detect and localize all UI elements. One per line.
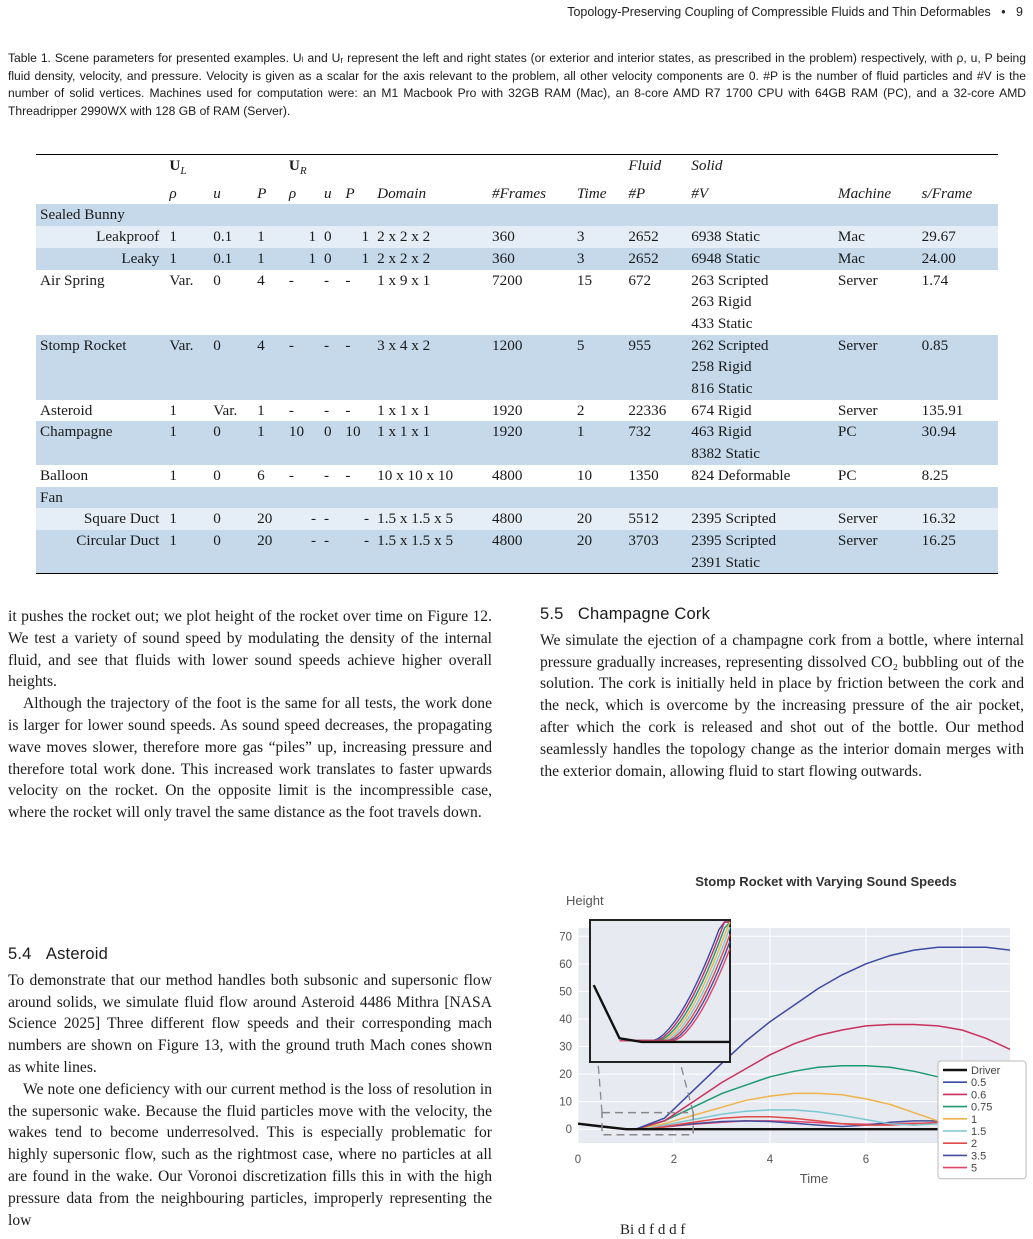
x-tick-label: 4: [766, 1154, 774, 1166]
section-heading-champagne: 5.5 Champagne Cork: [540, 605, 711, 623]
y-axis-label: Height: [566, 893, 604, 908]
table-cell: [573, 487, 624, 509]
x-axis-label: Time: [799, 1171, 829, 1186]
table-cell: [624, 487, 687, 509]
table-cell: 1: [341, 248, 373, 270]
table-cell: 3: [573, 226, 624, 248]
column-header: Time: [576, 184, 607, 202]
table-cell: -: [324, 466, 330, 484]
table-cell: [285, 204, 320, 226]
y-tick-label: 40: [559, 1013, 572, 1026]
table-cell: 22336: [628, 401, 667, 419]
x-tick-label: 6: [862, 1154, 870, 1166]
solid-vertices-cell: 262 Scripted 258 Rigid 816 Static: [687, 335, 834, 400]
asteroid-paragraph-1: To demonstrate that our method handles both subsonic and supersonic flow around solids, we simulate fluid flow around Asteroid 4486 Mithra [NASA Science 2025] Three different flow speeds and their corresponding mach numbers are shown on Figure 13, with the ground truth Mach cones shown as white lines.: [8, 971, 492, 1076]
table-cell: 20: [573, 530, 624, 574]
table-cell: -: [285, 508, 320, 530]
column-header: ρ: [169, 184, 177, 202]
row-label: Leaky: [36, 248, 165, 270]
column-header: s/Frame: [921, 184, 973, 202]
column-header: #P: [628, 184, 646, 202]
table-cell: 0: [209, 335, 253, 400]
table-cell: 10: [576, 466, 593, 484]
table-cell: [834, 204, 918, 226]
column-header: Domain: [377, 184, 427, 202]
solid-vertices-cell: 463 Rigid 8382 Static: [687, 421, 834, 464]
row-label: Champagne: [36, 421, 165, 464]
y-tick-label: 20: [559, 1069, 572, 1082]
header-blank: [36, 155, 165, 183]
table-cell: 955: [624, 335, 687, 400]
seconds-per-frame-cell: 16.32: [918, 508, 998, 530]
table-cell: 1: [257, 401, 265, 419]
table-row: [36, 226, 998, 248]
champagne-paragraph: We simulate the ejection of a champagne cork from a bottle, where internal pressure gradually increases, representing dissolved CO₂ bubbling out of the solution. The cork is initially held in place by friction between the cork and the neck, which is overcome by the increasing pressure of the air pocket, after which the cork is released and shot out of the bottle. Our method seamlessly handles the topology change as the interior domain merges with the exterior domain, allowing fluid to start flowing outwards.: [540, 631, 1024, 780]
legend-entry: 0.5: [971, 1077, 987, 1090]
table-cell: 1.5 x 1.5 x 5: [373, 508, 488, 530]
header-blank: [341, 155, 373, 183]
table-cell: 1: [253, 226, 285, 248]
column-header: #V: [691, 184, 709, 202]
table-column-header-row: [36, 183, 998, 205]
table-cell: 1: [285, 248, 320, 270]
y-tick-label: 10: [559, 1096, 572, 1109]
table-cell: 0: [320, 421, 341, 464]
table-cell: 0: [209, 530, 253, 574]
table-cell: -: [345, 466, 351, 484]
table-cell: [918, 204, 998, 226]
left-paragraph-2: Although the trajectory of the foot is the same for all tests, the work done is larger for lower sound speeds. As sound speed decreases, the propagating wave moves slower, therefore more gas “piles” up, increasing pressure and therefore total work done. This increased work translates to faster upwards velocity on the rocket. On the opposite limit is the incompressible case, where the rocket will only travel the same distance as the foot travels down.: [8, 695, 492, 822]
table-cell: [253, 204, 285, 226]
machine-cell: Server: [834, 530, 918, 574]
table-row: [36, 335, 998, 400]
table-cell: 0: [213, 271, 221, 289]
table-cell: 10 x 10 x 10: [377, 466, 454, 484]
table-cell: -: [345, 401, 351, 419]
legend-entry: 5: [971, 1162, 978, 1175]
table-cell: 1920: [492, 401, 523, 419]
row-label: Leakproof: [36, 226, 165, 248]
seconds-per-frame-cell: 8.25: [921, 466, 949, 484]
table-cell: 20: [573, 508, 624, 530]
table-cell: 3: [573, 248, 624, 270]
table-cell: 1920: [488, 421, 573, 464]
table-cell: 4: [257, 271, 265, 289]
solid-vertices-cell: 2395 Scripted: [687, 508, 834, 530]
table-cell: -: [341, 508, 373, 530]
table-row: [36, 248, 998, 270]
table-cell: 1: [169, 466, 177, 484]
table-cell: 6: [257, 466, 265, 484]
y-tick-label: 0: [565, 1124, 572, 1137]
running-header: Topology-Preserving Coupling of Compressible Fluids and Thin Deformables • 9: [567, 5, 1023, 19]
table-cell: 20: [253, 530, 285, 574]
y-tick-label: 60: [559, 958, 572, 971]
table-cell: 1: [165, 248, 209, 270]
row-label: Air Spring: [40, 271, 105, 289]
table-cell: 15: [576, 271, 593, 289]
table-cell: 2: [576, 401, 585, 419]
table-cell: 1200: [488, 335, 573, 400]
table-cell: 1: [169, 401, 177, 419]
x-tick-label: 0: [574, 1154, 582, 1166]
table-cell: [834, 487, 918, 509]
table-cell: 360: [488, 248, 573, 270]
table-cell: 2 x 2 x 2: [373, 226, 488, 248]
table-cell: 4800: [492, 466, 523, 484]
table-cell: [209, 204, 253, 226]
table-cell: 2652: [624, 248, 687, 270]
table-cell: 0: [213, 466, 221, 484]
table-cell: -: [320, 508, 341, 530]
table-cell: 1 x 1 x 1: [377, 401, 431, 419]
seconds-per-frame-cell: 24.00: [918, 248, 998, 270]
column-header: Machine: [837, 184, 892, 202]
table-cell: [320, 204, 341, 226]
chart-svg: [540, 868, 1030, 1208]
table-cell: 0.1: [209, 226, 253, 248]
table-caption: Table 1. Scene parameters for presented examples. Uₗ and Uᵣ represent the left and right states (or exterior and interior states, as prescribed in the problem) respectively, with ρ, u, P being fluid density, velocity, and pressure. Velocity is given as a scalar for the axis relevant to the problem, all other velocity components are 0. #P is the number of fluid particles and #V is the number of solid vertices. Machines used for computation were: an M1 Macbook Pro with 32GB RAM (Mac), an 8-core AMD R7 1700 CPU with 64GB RAM (PC), and a 32-core AMD Threadripper 2990WX with 128 GB of RAM (Server).: [8, 51, 1026, 118]
table-cell: -: [324, 271, 330, 289]
table-cell: 5: [573, 335, 624, 400]
table-cell: [687, 487, 834, 509]
table-cell: 4800: [488, 530, 573, 574]
header-title: Topology-Preserving Coupling of Compressible Fluids and Thin Deformables: [567, 5, 991, 19]
table-cell: -: [341, 335, 373, 400]
row-label: Balloon: [40, 466, 89, 484]
table-cell: 1: [253, 421, 285, 464]
legend-entry: 2: [971, 1138, 978, 1151]
table-cell: 4: [253, 335, 285, 400]
table-cell: 1: [285, 226, 320, 248]
row-label: Square Duct: [36, 508, 165, 530]
table-row: [36, 530, 998, 574]
row-label: Asteroid: [40, 401, 93, 419]
table-cell: [341, 204, 373, 226]
table-cell: 1: [253, 248, 285, 270]
seconds-per-frame-cell: 30.94: [918, 421, 998, 464]
table-cell: 10: [341, 421, 373, 464]
seconds-per-frame-cell: 0.85: [918, 335, 998, 400]
header-right-state: $U_R$: [288, 157, 307, 178]
legend-entry: 3.5: [971, 1150, 987, 1163]
table-cell: 1: [165, 508, 209, 530]
table-cell: 10: [285, 421, 320, 464]
header-blank: [488, 155, 573, 183]
table-cell: 0: [209, 421, 253, 464]
table-cell: 732: [624, 421, 687, 464]
table-cell: [488, 204, 573, 226]
column-header: u: [324, 184, 332, 202]
table-cell: [573, 204, 624, 226]
machine-cell: Server: [834, 335, 918, 400]
table-cell: 1 x 9 x 1: [377, 271, 431, 289]
header-blank: [36, 183, 165, 205]
seconds-per-frame-cell: 135.91: [921, 401, 964, 419]
section-heading-asteroid: 5.4 Asteroid: [8, 945, 109, 963]
machine-cell: PC: [837, 466, 857, 484]
table-cell: 20: [253, 508, 285, 530]
table-cell: 1: [165, 226, 209, 248]
solid-vertices-cell: 6938 Static: [687, 226, 834, 248]
y-tick-label: 50: [559, 986, 572, 999]
table-cell: -: [285, 335, 320, 400]
seconds-per-frame-cell: 1.74: [921, 271, 949, 289]
table-cell: [165, 487, 209, 509]
table-cell: -: [320, 530, 341, 574]
table-cell: 360: [488, 226, 573, 248]
table-cell: [341, 487, 373, 509]
table-cell: 0: [320, 248, 341, 270]
table-cell: -: [288, 466, 294, 484]
table-cell: 1: [165, 421, 209, 464]
solid-vertices-cell: 6948 Static: [687, 248, 834, 270]
table-cell: [320, 487, 341, 509]
header-blank: [209, 155, 253, 183]
page-number: 9: [1016, 5, 1023, 19]
column-header: #Frames: [492, 184, 547, 202]
machine-cell: Mac: [834, 248, 918, 270]
row-label: Circular Duct: [36, 530, 165, 574]
machine-cell: Server: [837, 271, 878, 289]
row-label: Sealed Bunny: [36, 204, 165, 226]
chart-title: Stomp Rocket with Varying Sound Speeds: [695, 874, 957, 889]
table-cell: -: [320, 335, 341, 400]
header-blank: [320, 155, 341, 183]
legend-entry: 0.75: [971, 1101, 993, 1114]
solid-vertices-cell: 2395 Scripted 2391 Static: [687, 530, 834, 574]
header-solid: Solid: [691, 157, 723, 174]
legend-entry: 1: [971, 1113, 978, 1126]
table-cell: 0.1: [209, 248, 253, 270]
left-column: [8, 606, 492, 824]
stomp-rocket-chart: [540, 868, 1030, 1208]
table-cell: 0: [320, 226, 341, 248]
scene-parameters-table: [36, 154, 998, 574]
table-cell: -: [324, 401, 330, 419]
table-cell: [687, 204, 834, 226]
table-cell: 1: [341, 226, 373, 248]
y-tick-label: 70: [559, 931, 572, 944]
table-cell: 1.5 x 1.5 x 5: [373, 530, 488, 574]
table-row: [36, 508, 998, 530]
table-cell: 4800: [488, 508, 573, 530]
table-cell: [373, 204, 488, 226]
column-header: P: [345, 184, 355, 202]
header-blank: [834, 155, 918, 183]
table-cell: 0: [209, 508, 253, 530]
table-cell: -: [341, 530, 373, 574]
section-5-4: [8, 944, 492, 1231]
row-label: Fan: [36, 487, 165, 509]
legend-entry: Driver: [971, 1065, 1001, 1077]
header-blank: [573, 155, 624, 183]
asteroid-paragraph-2: We note one deficiency with our current method is the loss of resolution in the supersonic wake. Because the fluid particles move with the velocity, the wakes tend to become underresolved. This is especially problematic for highly supersonic flow, such as the rightmost case, where no particles at all are found in the wake. Our Voronoi discretization fills this in with the high pressure data from the neighbouring particles, improperly representing the low: [8, 1080, 492, 1229]
table-cell: [624, 204, 687, 226]
table-cell: 5512: [624, 508, 687, 530]
table-cell: [253, 487, 285, 509]
table-row: [36, 204, 998, 226]
legend-entry: 1.5: [971, 1126, 987, 1138]
table-cell: [285, 487, 320, 509]
table-cell: 1: [573, 421, 624, 464]
header-blank: [918, 155, 998, 183]
table-group-header-row: [36, 155, 998, 183]
table-row: [36, 487, 998, 509]
table-cell: 2 x 2 x 2: [373, 248, 488, 270]
table-row: [36, 421, 998, 464]
table-cell: -: [288, 401, 294, 419]
legend-entry: 0.6: [971, 1089, 987, 1102]
table-cell: -: [345, 271, 351, 289]
table-cell: 1: [165, 530, 209, 574]
table-cell: 672: [628, 271, 652, 289]
y-tick-label: 30: [559, 1041, 572, 1054]
table-cell: 7200: [492, 271, 523, 289]
machine-cell: Server: [834, 508, 918, 530]
table-cell: [918, 487, 998, 509]
left-paragraph-1: it pushes the rocket out; we plot height of the rocket over time on Figure 12. We test a variety of sound speed by modulating the density of the internal fluid, and see that fluids with lower sound speeds achieve higher overall heights.: [8, 608, 492, 691]
table-cell: [165, 204, 209, 226]
machine-cell: PC: [834, 421, 918, 464]
section-5-5: [540, 604, 1024, 782]
header-blank: [253, 155, 285, 183]
solid-vertices-cell: 674 Rigid: [691, 401, 752, 419]
header-fluid: Fluid: [628, 157, 662, 174]
table-row: [36, 400, 998, 422]
x-tick-label: 2: [670, 1154, 678, 1166]
header-left-state: $U_L$: [169, 157, 187, 178]
seconds-per-frame-cell: 29.67: [918, 226, 998, 248]
table-cell: Var.: [165, 335, 209, 400]
table-cell: [373, 487, 488, 509]
column-header: P: [257, 184, 267, 202]
table-cell: Var.: [169, 271, 194, 289]
table-cell: Var.: [213, 401, 238, 419]
table-cell: [488, 487, 573, 509]
seconds-per-frame-cell: 16.25: [918, 530, 998, 574]
table-cell: 2652: [624, 226, 687, 248]
machine-cell: Mac: [834, 226, 918, 248]
solid-vertices-cell: 824 Deformable: [691, 466, 791, 484]
table-cell: 3703: [624, 530, 687, 574]
table-row: [36, 270, 998, 335]
row-label: Stomp Rocket: [36, 335, 165, 400]
table-cell: 1350: [628, 466, 659, 484]
table-cell: -: [288, 271, 294, 289]
column-header: ρ: [288, 184, 297, 202]
truncated-text-line: Bi d f d d f: [620, 1222, 686, 1238]
table-row: [36, 465, 998, 487]
table-cell: [209, 487, 253, 509]
machine-cell: Server: [837, 401, 878, 419]
table-cell: -: [285, 530, 320, 574]
solid-vertices-cell: 263 Scripted 263 Rigid 433 Static: [691, 271, 769, 332]
table-cell: 3 x 4 x 2: [373, 335, 488, 400]
header-blank: [373, 155, 488, 183]
column-header: u: [213, 184, 221, 202]
table-cell: 1 x 1 x 1: [373, 421, 488, 464]
